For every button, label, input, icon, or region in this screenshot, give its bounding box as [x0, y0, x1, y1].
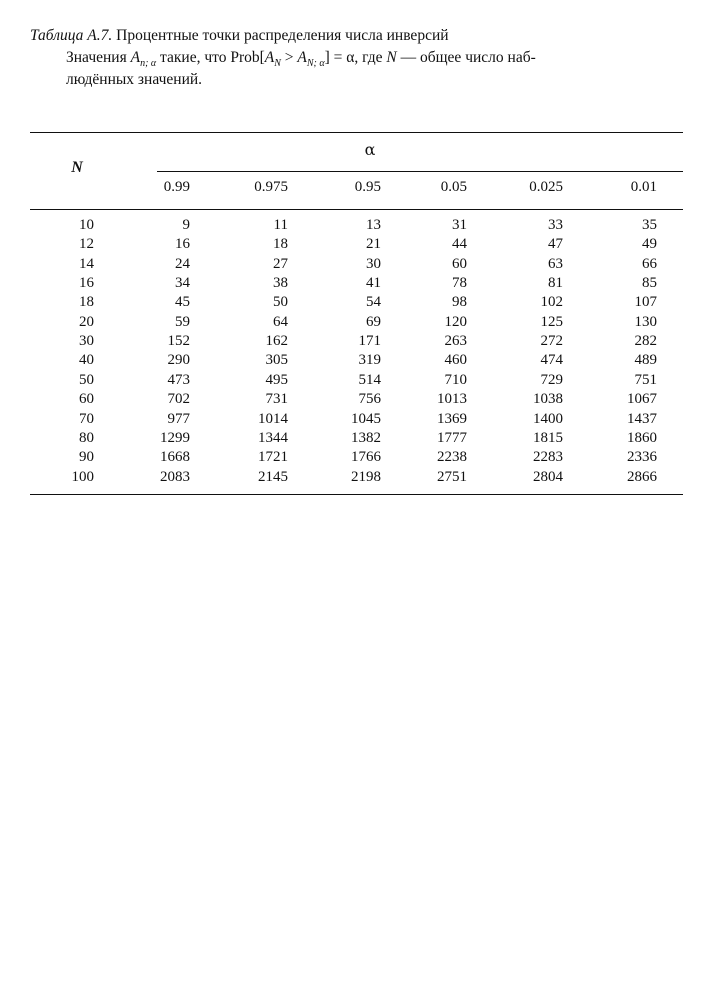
table-cell: 81: [548, 275, 563, 292]
table-cell: 162: [265, 333, 288, 350]
table-cell: 731: [265, 391, 288, 408]
table-cell: 282: [634, 333, 657, 350]
table-cell: 1038: [533, 391, 563, 408]
column-header: 0.025: [529, 179, 563, 195]
table-cell: 751: [634, 371, 657, 388]
table-cell: 1369: [437, 410, 467, 427]
table-cell: 1014: [258, 410, 288, 427]
row-n-value: 12: [79, 236, 94, 253]
table-row: [0, 235, 712, 254]
table-title: Процентные точки распределения числа инверсий: [116, 27, 449, 44]
table-cell: 2804: [533, 468, 563, 485]
desc-subscript-2: N: [274, 58, 281, 69]
table-row: [0, 351, 712, 370]
table-cell: 1299: [160, 429, 190, 446]
table-cell: 69: [366, 313, 381, 330]
row-n-value: 14: [79, 255, 94, 272]
table-row: [0, 448, 712, 467]
table-description: [66, 47, 682, 91]
table-cell: 1766: [351, 449, 381, 466]
table-cell: 24: [175, 255, 190, 272]
table-cell: 59: [175, 313, 190, 330]
row-n-value: 50: [79, 371, 94, 388]
table-cell: 98: [452, 294, 467, 311]
table-cell: 66: [642, 255, 657, 272]
table-cell: 495: [265, 371, 288, 388]
table-row: [0, 468, 712, 487]
table-cell: 2238: [437, 449, 467, 466]
table-cell: 1668: [160, 449, 190, 466]
table-cell: 18: [273, 236, 288, 253]
table-cell: 710: [444, 371, 467, 388]
table-row: [0, 293, 712, 312]
table-row: [0, 371, 712, 390]
table-cell: 1045: [351, 410, 381, 427]
table-cell: 16: [175, 236, 190, 253]
table-cell: 1437: [627, 410, 657, 427]
table-cell: 729: [540, 371, 563, 388]
row-n-value: 30: [79, 333, 94, 350]
table-cell: 263: [444, 333, 467, 350]
table-cell: 54: [366, 294, 381, 311]
table-row: [0, 410, 712, 429]
desc-symbol-N: N: [386, 49, 397, 66]
table-cell: 21: [366, 236, 381, 253]
table-cell: 290: [167, 352, 190, 369]
row-n-value: 40: [79, 352, 94, 369]
table-cell: 63: [548, 255, 563, 272]
table-cell: 49: [642, 236, 657, 253]
table-cell: 2145: [258, 468, 288, 485]
table-number: Таблица А.7.: [30, 27, 113, 44]
table-cell: 977: [167, 410, 190, 427]
table-cell: 102: [540, 294, 563, 311]
table-cell: 2283: [533, 449, 563, 466]
table-cell: 44: [452, 236, 467, 253]
table-cell: 514: [358, 371, 381, 388]
table-cell: 489: [634, 352, 657, 369]
table-cell: 47: [548, 236, 563, 253]
table-cell: 1013: [437, 391, 467, 408]
table-cell: 60: [452, 255, 467, 272]
table-cell: 27: [273, 255, 288, 272]
table-cell: 125: [540, 313, 563, 330]
table-cell: 41: [366, 275, 381, 292]
table-cell: 1815: [533, 429, 563, 446]
n-header: N: [71, 159, 83, 176]
table-cell: 107: [634, 294, 657, 311]
table-cell: 120: [444, 313, 467, 330]
desc-subscript-3: N; α: [306, 58, 325, 69]
table-cell: 35: [642, 217, 657, 233]
row-n-value: 70: [79, 410, 94, 427]
table-row: [0, 255, 712, 274]
table-cell: 33: [548, 217, 563, 233]
table-cell: 31: [452, 217, 467, 233]
row-n-value: 100: [71, 468, 94, 485]
table-cell: 272: [540, 333, 563, 350]
table-row: [0, 429, 712, 448]
table-cell: 2198: [351, 468, 381, 485]
table-cell: 756: [358, 391, 381, 408]
table-bottom-rule: [30, 494, 683, 495]
table-caption: [30, 26, 449, 46]
table-cell: 1400: [533, 410, 563, 427]
table-cell: 474: [540, 352, 563, 369]
desc-text-line2: людённых значений.: [66, 71, 203, 88]
table-cell: 130: [634, 313, 657, 330]
table-cell: 319: [358, 352, 381, 369]
desc-text-2: такие, что Prob[: [156, 49, 265, 66]
table-row: [0, 216, 712, 235]
table-row: [0, 274, 712, 293]
desc-symbol-A: A: [130, 49, 141, 66]
header-bottom-rule: [30, 209, 683, 210]
table-cell: 64: [273, 313, 288, 330]
alpha-header: α: [364, 140, 376, 159]
desc-text-5: — общее число наб-: [396, 49, 536, 66]
column-header: 0.95: [354, 179, 381, 195]
column-header: 0.01: [630, 179, 657, 195]
column-header: 0.99: [163, 179, 190, 195]
row-n-value: 10: [79, 217, 94, 233]
desc-text-1: Значения: [66, 49, 131, 66]
desc-text-3: >: [280, 49, 298, 66]
row-n-value: 16: [79, 275, 94, 292]
table-cell: 2866: [627, 468, 657, 485]
table-cell: 1721: [258, 449, 288, 466]
table-cell: 1777: [437, 429, 467, 446]
table-cell: 13: [366, 217, 381, 233]
table-cell: 85: [642, 275, 657, 292]
row-n-value: 80: [79, 429, 94, 446]
table-row: [0, 332, 712, 351]
row-n-value: 90: [79, 449, 94, 466]
table-cell: 45: [175, 294, 190, 311]
table-row: [0, 313, 712, 332]
table-cell: 2336: [627, 449, 657, 466]
table-cell: 30: [366, 255, 381, 272]
table-cell: 1382: [351, 429, 381, 446]
desc-symbol-A3: A: [297, 49, 307, 66]
table-cell: 1344: [258, 429, 288, 446]
column-header: 0.975: [254, 179, 288, 195]
table-cell: 305: [265, 352, 288, 369]
table-cell: 473: [167, 371, 190, 388]
desc-subscript-1: n; α: [140, 58, 157, 69]
row-n-value: 18: [79, 294, 94, 311]
desc-symbol-A2: A: [264, 49, 275, 66]
table-cell: 702: [167, 391, 190, 408]
table-cell: 171: [358, 333, 381, 350]
table-cell: 9: [182, 217, 190, 233]
alpha-span-rule: [157, 171, 683, 172]
table-cell: 50: [273, 294, 288, 311]
table-cell: 1860: [627, 429, 657, 446]
table-cell: 11: [273, 217, 288, 233]
row-n-value: 20: [79, 313, 94, 330]
table-cell: 2751: [437, 468, 467, 485]
table-row: [0, 390, 712, 409]
row-n-value: 60: [79, 391, 94, 408]
table-cell: 78: [452, 275, 467, 292]
table-cell: 2083: [160, 468, 190, 485]
column-header: 0.05: [440, 179, 467, 195]
table-cell: 34: [175, 275, 190, 292]
desc-text-4: ] = α, где: [324, 49, 387, 66]
table-cell: 1067: [627, 391, 657, 408]
table-cell: 38: [273, 275, 288, 292]
table-top-rule: [30, 132, 683, 133]
table-cell: 152: [167, 333, 190, 350]
table-cell: 460: [444, 352, 467, 369]
